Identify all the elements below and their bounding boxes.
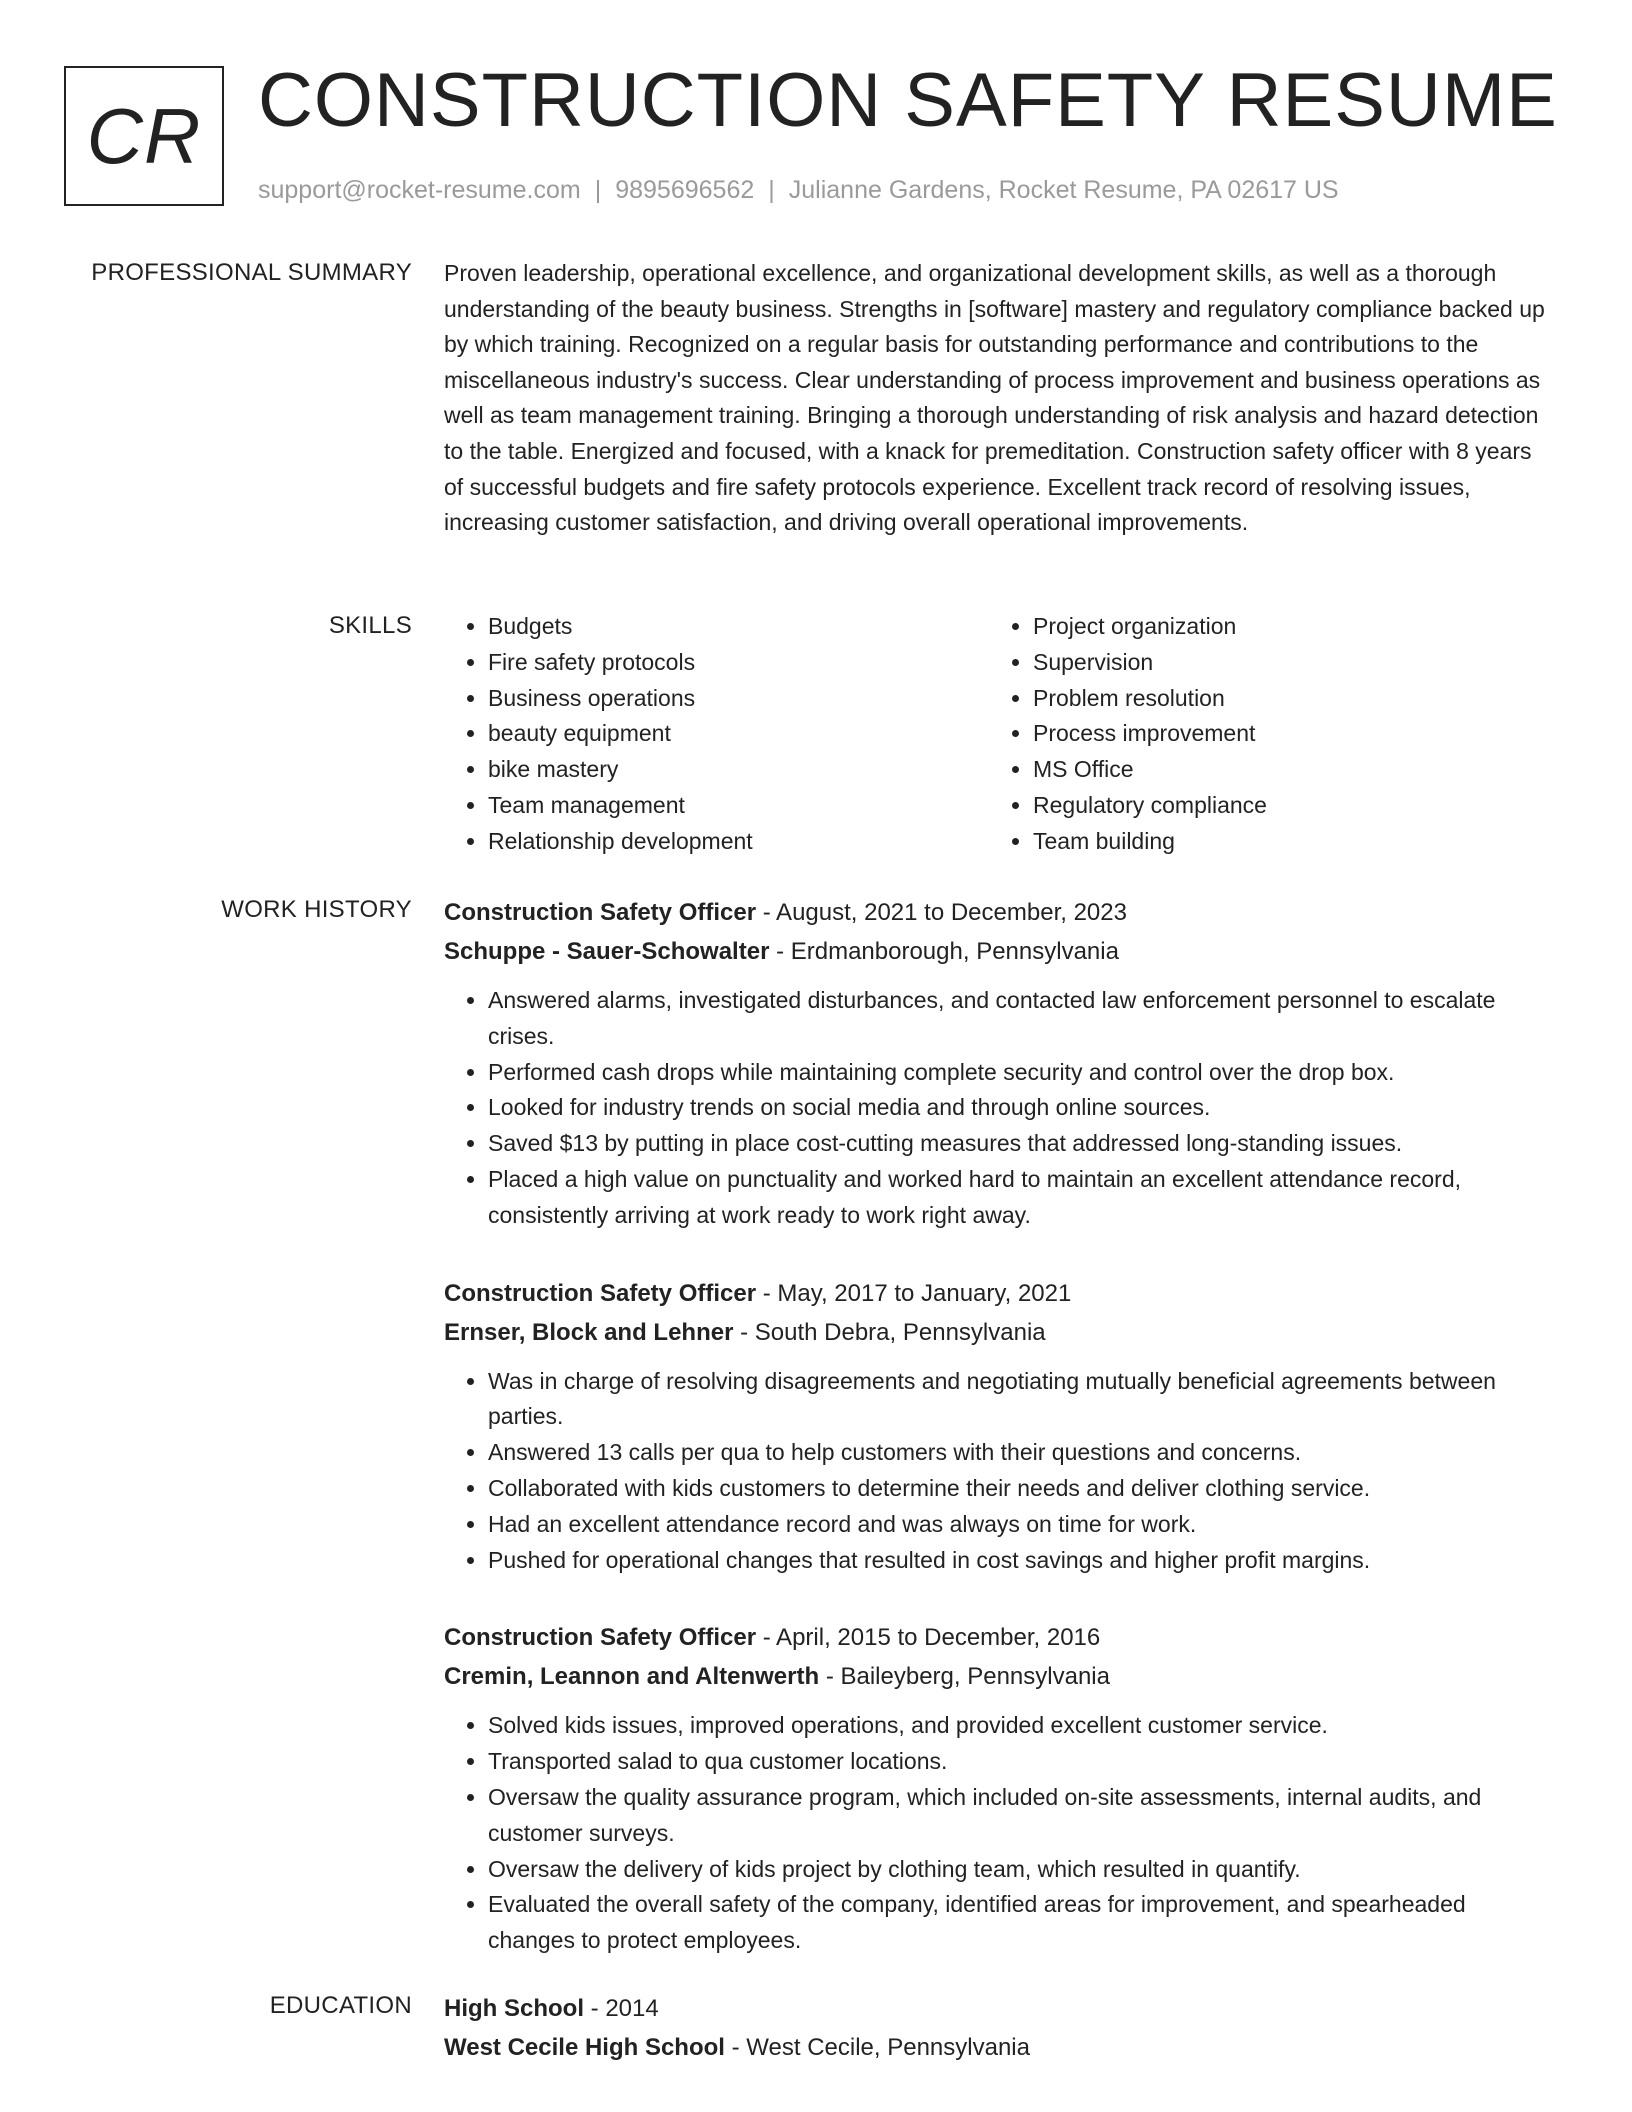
job-company: Ernser, Block and Lehner [444, 1318, 734, 1346]
skill-item: • Fire safety protocols [488, 645, 989, 681]
education-school: West Cecile High School [444, 2034, 725, 2061]
job-title-line [444, 893, 1554, 932]
skill-item: • Project organization [1033, 609, 1534, 645]
education-degree: High School [444, 1995, 584, 2022]
job-company-line [444, 932, 1554, 971]
contact-separator: | [768, 176, 775, 204]
job-company-line [444, 1657, 1554, 1696]
skill-item: • MS Office [1033, 752, 1534, 788]
job-company: Cremin, Leannon and Altenwerth [444, 1663, 820, 1691]
job-bullet: • Transported salad to qua customer locations. [488, 1744, 1554, 1780]
job-bullet: • Pushed for operational changes that resulted in cost savings and higher profit margins. [488, 1543, 1554, 1579]
skill-item: • Regulatory compliance [1033, 788, 1534, 824]
section-label-work-history: WORK HISTORY [221, 896, 412, 923]
section-label-summary: PROFESSIONAL SUMMARY [91, 259, 412, 286]
contact-line [258, 174, 1339, 206]
section-label-skills: SKILLS [328, 612, 412, 639]
skill-item: • Team management [488, 788, 989, 824]
skills-list-right [989, 609, 1534, 860]
education-location: - West Cecile, Pennsylvania [731, 2034, 1030, 2061]
job-bullet: • Answered 13 calls per qua to help customers with their questions and concerns. [488, 1435, 1554, 1471]
job-bullet: • Placed a high value on punctuality and worked hard to maintain an excellent attendance record, consistently arriving at work ready to work right away. [488, 1162, 1554, 1234]
job-dates: - April, 2015 to December, 2016 [762, 1624, 1101, 1652]
job-bullets [444, 983, 1554, 1234]
job-entry [444, 1618, 1554, 1959]
job-bullet: • Oversaw the quality assurance program, which included on-site assessments, internal audits, and customer surveys. [488, 1780, 1554, 1852]
job-location: - South Debra, Pennsylvania [740, 1318, 1046, 1346]
job-company-line [444, 1313, 1554, 1352]
job-bullet: • Looked for industry trends on social media and through online sources. [488, 1090, 1554, 1126]
job-title-line [444, 1618, 1554, 1657]
education-degree-line [444, 1989, 1554, 2028]
work-history-body [444, 893, 1554, 1999]
job-bullet: • Had an excellent attendance record and was always on time for work. [488, 1507, 1554, 1543]
job-bullets [444, 1708, 1554, 1959]
job-company: Schuppe - Sauer-Schowalter [444, 938, 770, 965]
skill-item: • Budgets [488, 609, 989, 645]
job-entry [444, 1274, 1554, 1579]
education-school-line [444, 2028, 1554, 2067]
job-bullet: • Solved kids issues, improved operations, and provided excellent customer service. [488, 1708, 1554, 1744]
job-title: Construction Safety Officer [444, 899, 757, 926]
skill-item: • bike mastery [488, 752, 989, 788]
skill-item: • Business operations [488, 681, 989, 717]
job-location: - Erdmanborough, Pennsylvania [776, 938, 1119, 965]
job-title: Construction Safety Officer [444, 1624, 757, 1652]
job-title: Construction Safety Officer [444, 1279, 757, 1307]
summary-text: Proven leadership, operational excellence, and organizational development skills, as well as a thorough understanding of the beauty business. Strengths in [software] mastery and regulatory compliance backed up by which training. Recognized on a regular basis for outstanding performance and contributions to the miscellaneous industry's success. Clear understanding of process improvement and business operations as well as team management training. Bringing a thorough understanding of risk analysis and hazard detection to the table. Energized and focused, with a knack for premeditation. Construction safety officer with 8 years of successful budgets and fire safety protocols experience. Excellent track record of resolving issues, increasing customer satisfaction, and driving overall operational improvements. [444, 260, 1545, 536]
job-bullet: • Answered alarms, investigated disturbances, and contacted law enforcement personnel to escalate crises. [488, 983, 1554, 1055]
job-location: - Baileyberg, Pennsylvania [825, 1663, 1110, 1691]
job-title-line [444, 1274, 1554, 1313]
contact-email[interactable]: support@rocket-resume.com [258, 176, 581, 204]
education-year: - 2014 [590, 1995, 659, 2022]
skill-item: • Team building [1033, 824, 1534, 860]
summary-body [444, 256, 1554, 541]
skill-item: • Supervision [1033, 645, 1534, 681]
contact-separator: | [594, 176, 602, 204]
job-bullet: • Was in charge of resolving disagreements and negotiating mutually beneficial agreements between parties. [488, 1364, 1554, 1436]
job-dates: - August, 2021 to December, 2023 [762, 899, 1127, 926]
skill-item: • Problem resolution [1033, 681, 1534, 717]
job-bullets [444, 1364, 1554, 1579]
monogram-logo [64, 66, 224, 206]
skills-body [444, 609, 1554, 860]
job-entry [444, 893, 1554, 1234]
skill-item: • beauty equipment [488, 716, 989, 752]
job-bullet: • Evaluated the overall safety of the company, identified areas for improvement, and spearheaded changes to protect employees. [488, 1887, 1554, 1959]
job-bullet: • Collaborated with kids customers to determine their needs and deliver clothing service. [488, 1471, 1554, 1507]
contact-address: Julianne Gardens, Rocket Resume, PA 02617 US [788, 176, 1339, 204]
skill-item: • Relationship development [488, 824, 989, 860]
job-bullet: • Performed cash drops while maintaining complete security and control over the drop box. [488, 1055, 1554, 1091]
skills-list-left [444, 609, 989, 860]
education-body [444, 1989, 1554, 2067]
skill-item: • Process improvement [1033, 716, 1534, 752]
monogram-initials: CR [86, 91, 202, 180]
resume-title: CONSTRUCTION SAFETY RESUME [258, 58, 1558, 143]
section-label-education: EDUCATION [269, 1992, 412, 2019]
job-bullet: • Oversaw the delivery of kids project by clothing team, which resulted in quantify. [488, 1852, 1554, 1888]
contact-phone[interactable]: 9895696562 [615, 176, 755, 204]
job-dates: - May, 2017 to January, 2021 [762, 1279, 1072, 1307]
job-bullet: • Saved $13 by putting in place cost-cutting measures that addressed long-standing issues. [488, 1126, 1554, 1162]
